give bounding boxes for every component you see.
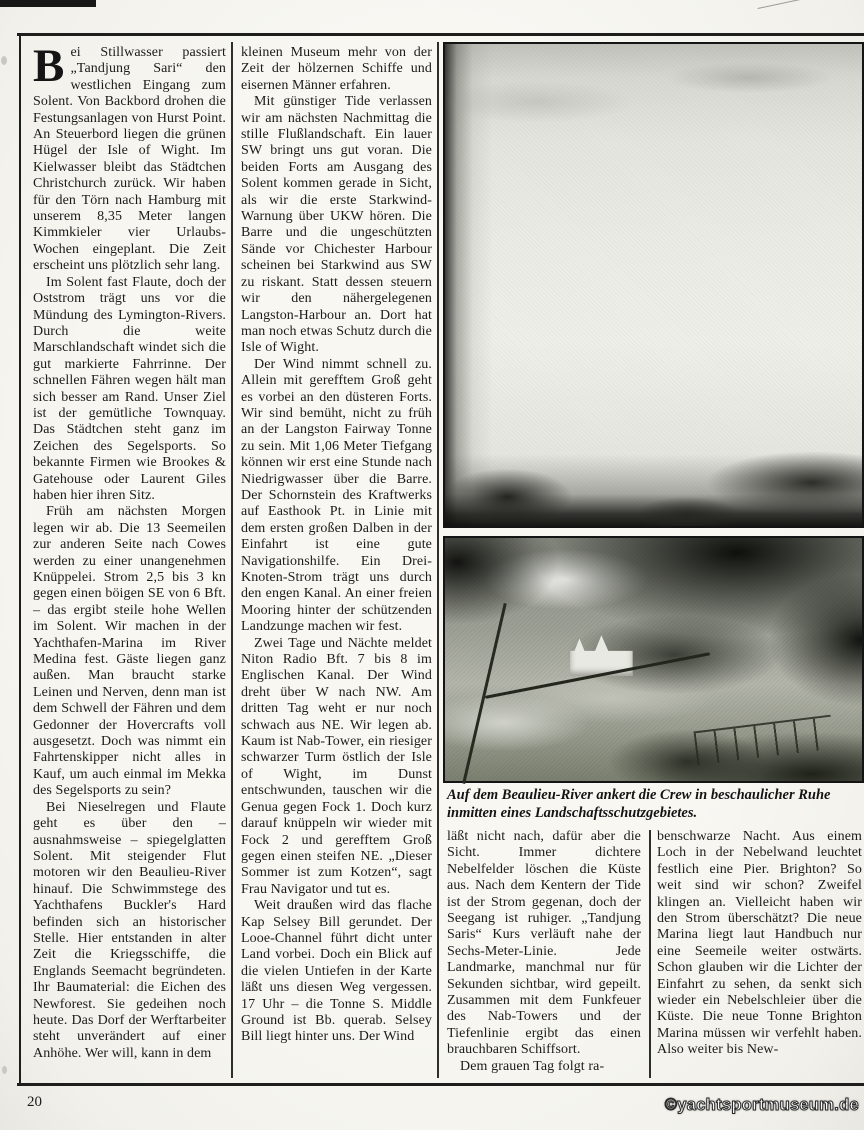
column-divider-2 bbox=[437, 42, 439, 1078]
photo-caption: Auf dem Beaulieu-River ankert die Crew in beschaulicher Ruhe inmitten eines Landschaftsschutzgebietes. bbox=[447, 787, 831, 821]
text-column-4 bbox=[657, 829, 862, 1079]
watermark: ©yachtsportmuseum.de bbox=[664, 1096, 859, 1114]
paragraph: Mit günstiger Tide verlassen wir am nächsten Nachmittag die stille Flußlandschaft. Ein lauer SW bringt uns gut voran. Die beiden Forts am Ausgang des Solent kommen gerade in Sicht, als wir die erste Starkwind-Warnung über UKW hören. Die Barre und die ungeschützten Sände vor Chichester Harbour scheinen bei Starkwind aus SW zu riskant. Statt dessen steuern wir den nähergelegenen Langston-Harbour an. Dort hat man noch etwas Schutz durch die Isle of Wight. bbox=[241, 94, 432, 356]
column-divider-1 bbox=[231, 42, 233, 1078]
fence-in-photo bbox=[694, 714, 835, 764]
scan-artifact-diagonal bbox=[758, 0, 815, 9]
paragraph: Im Solent fast Flaute, doch der Oststrom trägt uns vor die Mündung des Lymington-Rivers. Durch die weite Marschlandschaft windet sich die gut markierte Fahrrinne. Der schnellen Fähren wegen hält man sich besser am Rand. Unser Ziel ist der gemütliche Townquay. Das Städtchen steht ganz im Zeichen des Segelsports. So bekannte Firmen wie Brookes & Gatehouse oder Laurent Giles haben hier ihren Sitz. bbox=[33, 274, 226, 503]
paragraph: Früh am nächsten Morgen legen wir ab. Die 13 Seemeilen zur anderen Seite nach Cowes werden zu einer unangenehmen Knüppelei. Strom 2,5 bis 3 kn gegen einen böigen SE von 6 Bft. – das ergibt steile hohe Wellen im Solent. Wir machen in der Yachthafen-Marina im River Medina fest. Gäste liegen ganz außen. Man braucht starke Leinen und Nerven, denn man ist dem Schwell der Fähren und dem Gedonner der Hovercrafts voll ausgesetzt. Doch was nimmt ein Fahrtenskipper nicht alles in Kauf, um auch einmal im Mekka des Segelsports zu sein? bbox=[33, 504, 226, 799]
paragraph-text: ei Stillwasser passiert „Tandjung Sari“ den westlichen Eingang zum Solent. Von Backbord drohen die Festungsanlagen von Hurst Point. An Steuerbord liegen die grünen Hügel der Isle of Wight. Im Kielwasser bleibt das Städtchen Christchurch zurück. Wir haben für den Törn nach Hamburg mit unserem 8,35 Meter langen Kimmkieler vier Urlaubs-Wochen eingeplant. Die Zeit erscheint uns plötzlich sehr lang. bbox=[33, 45, 226, 274]
column-divider-3 bbox=[649, 830, 651, 1078]
drop-cap: B bbox=[33, 45, 65, 92]
paragraph: Bei Nieselregen und Flaute geht es über den – ausnahmsweise – spiegelglatten Solent. Mit steigender Flut motoren wir den Beaulieu-River hinauf. Die Schwimmstege des Yachthafens Buckler's Hard befinden sich an historischer Stelle. Hier entstanden in alter Zeit die Kriegsschiffe, die Englands Seemacht begründeten. Ihr Baumaterial: die Eichen des Newforest. Sie gedeihen noch heute. Das Dorf der Werftarbeiter steht unverändert auf einer Anhöhe. Wer will, kann in dem bbox=[33, 799, 226, 1061]
scan-artifact-top-bar bbox=[0, 0, 96, 7]
bottom-rule bbox=[17, 1083, 864, 1086]
text-column-1 bbox=[33, 45, 226, 1078]
photo-beaulieu-river bbox=[443, 536, 864, 783]
photo-overexposed-coast bbox=[443, 42, 864, 528]
text-column-2 bbox=[241, 45, 432, 1078]
paragraph: läßt nicht nach, dafür aber die Sicht. Immer dichtere Nebelfelder löschen die Küste aus. Nach dem Kentern der Tide ist der Strom gegenan, doch der Seegang ist ruhiger. „Tandjung Saris“ Kurs verläuft nahe der Sechs-Meter-Linie. Jede Landmarke, manchmal nur für Sekunden sichtbar, wird gepeilt. Zusammen mit dem Funkfeuer des Nab-Towers und der Tiefenlinie ergibt das einen brauchbaren Schiffsort. bbox=[447, 829, 641, 1058]
top-rule bbox=[17, 33, 864, 36]
paragraph: Dem grauen Tag folgt ra- bbox=[460, 1058, 605, 1074]
paragraph: benschwarze Nacht. Aus einem Loch in der Nebelwand leuchtet festlich eine Pier. Brighton? So weit sind wir schon? Zweifel klingen an. Vielleicht haben wir den Strom überschätzt? Die neue Marina liegt laut Handbuch nur eine Seemeile weiter ostwärts. Schon glauben wir die Lichter der Einfahrt zu sehen, da senkt sich wieder ein Nebelschleier über die Küste. Die neue Tonne Brighton Marina müssen wir verfehlt haben. Also weiter bis New- bbox=[657, 829, 862, 1058]
paragraph: Zwei Tage und Nächte meldet Niton Radio Bft. 7 bis 8 im Englischen Kanal. Der Wind dreht über W nach NW. Am dritten Tag weht er nur noch schwach aus NE. Wir legen ab. Kaum ist Nab-Tower, ein riesiger schwarzer Turm östlich der Isle of Wight, im Dunst entschwunden, tauschen wir die Genua gegen Fock 1. Doch kurz darauf knüppeln wir wieder mit Fock 2 und gerefftem Groß gegen einen steifen NE. „Dieser Sommer ist zum Kotzen“, sagt Frau Navigator und tut es. bbox=[241, 635, 432, 897]
text-column-3 bbox=[447, 829, 641, 1079]
paragraph: kleinen Museum mehr von der Zeit der hölzernen Schiffe und eisernen Männer erfahren. bbox=[241, 45, 432, 93]
paragraph: Der Wind nimmt schnell zu. Allein mit gerefftem Groß geht es vorbei an den düsteren Forts. Wir sind bemüht, nicht zu früh an der Langston Fairway Tonne zu sein. Mit 1,06 Meter Tiefgang können wir erst eine Stunde nach Niedrigwasser über die Barre. Der Schornstein des Kraftwerks auf Easthook Pt. in Linie mit dem ersten großen Dalben in der Einfahrt ist eine gute Navigationshilfe. Ein Drei-Knoten-Strom trägt uns durch den engen Kanal. An einer freien Mooring hinter der schützenden Landzunge machen wir fest. bbox=[241, 356, 432, 635]
page-number: 20 bbox=[27, 1094, 42, 1110]
paragraph bbox=[33, 45, 226, 275]
left-rule bbox=[19, 33, 21, 1086]
paragraph: Weit draußen wird das flache Kap Selsey Bill gerundet. Der Looe-Channel führt dicht unter Land vorbei. Doch ein Blick auf die vielen Untiefen in der Karte läßt uns diesen Weg vergessen. 17 Uhr – die Tonne S. Middle Ground ist Bb. querab. Selsey Bill liegt hinter uns. Der Wind bbox=[241, 898, 432, 1045]
scan-speck bbox=[2, 1066, 7, 1074]
scan-speck bbox=[1, 56, 7, 65]
